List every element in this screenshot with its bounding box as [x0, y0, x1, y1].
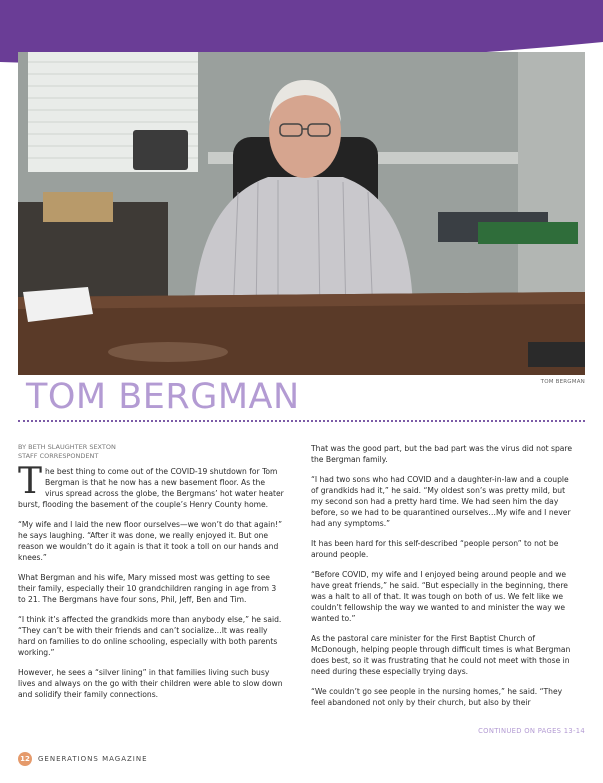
- paragraph: “I think it’s affected the grandkids more than anybody else,” he said. “They can’t be with their friends and can’t socialize…It was really hard on families to do online schooling, especially with both parents working.”: [18, 615, 282, 657]
- photo-caption: TOM BERGMAN: [540, 379, 585, 385]
- page-footer: [18, 752, 148, 766]
- paragraph: “My wife and I laid the new floor ourselves—we won’t do that again!” he says laughing. “After it was done, we really enjoyed it. But one reason we wouldn’t do it again is that it took a toll on our hands and knees.”: [18, 520, 283, 562]
- continued-note: CONTINUED ON PAGES 13-14: [478, 727, 585, 735]
- portrait-photo: [18, 52, 585, 375]
- paragraph: “We couldn’t go see people in the nursing homes,” he said. “They feel abandoned not only by their church, but also by their: [311, 687, 563, 707]
- paragraph: [18, 461, 285, 510]
- byline-role: STAFF CORRESPONDENT: [18, 452, 99, 460]
- paragraph: “Before COVID, my wife and I enjoyed being around people and we have great friends,” he said. “But especially in the beginning, there was a halt to all of that. It was tough on both of us. We felt like we couldn’t fellowship the way we wanted to and minister the way we wanted to.”: [311, 570, 568, 623]
- byline: [18, 443, 116, 461]
- article-column-2: [311, 443, 578, 717]
- magazine-name: GENERATIONS MAGAZINE: [38, 755, 148, 763]
- desk: [18, 292, 585, 375]
- drop-cap: T: [18, 461, 43, 502]
- paragraph: It has been hard for this self-described “people person” to not be around people.: [311, 539, 559, 559]
- page-number-badge: 12: [18, 752, 32, 766]
- byline-author: BY BETH SLAUGHTER SEXTON: [18, 443, 116, 451]
- dotted-divider: [18, 420, 585, 422]
- article-title: TOM BERGMAN: [26, 377, 300, 417]
- office-scene-illustration: [18, 52, 585, 375]
- paragraph-text: he best thing to come out of the COVID-19 shutdown for Tom Bergman is that he now has a new basement floor. As the virus spread across the globe, the Bergmans’ hot water heater burst, flooding the basement of the couple’s Henry County home.: [18, 467, 284, 509]
- paragraph: As the pastoral care minister for the First Baptist Church of McDonough, helping people through difficult times is what Bergman does best, so it was frustrating that he could not meet with those in need during these especially trying days.: [311, 634, 571, 676]
- article-column-1: [18, 461, 285, 709]
- paragraph: What Bergman and his wife, Mary missed most was getting to see their family, especially their 10 grandchildren ranging in age from 3 to 21. The Bergmans have four sons, Phil, Jeff, Ben and Tim.: [18, 573, 277, 604]
- paragraph: That was the good part, but the bad part was the virus did not spare the Bergman family.: [311, 444, 573, 464]
- paragraph: However, he sees a “silver lining” in that families living such busy lives and always on the go with their children were able to slow down and solidify their family connections.: [18, 668, 283, 699]
- paragraph: “I had two sons who had COVID and a daughter-in-law and a couple of grandkids had it,” he said. “My oldest son’s was pretty mild, but my second son had a pretty hard time. We had seen him the day before, so we had to be quarantined ourselves…My wife and I never had any symptoms.”: [311, 475, 571, 528]
